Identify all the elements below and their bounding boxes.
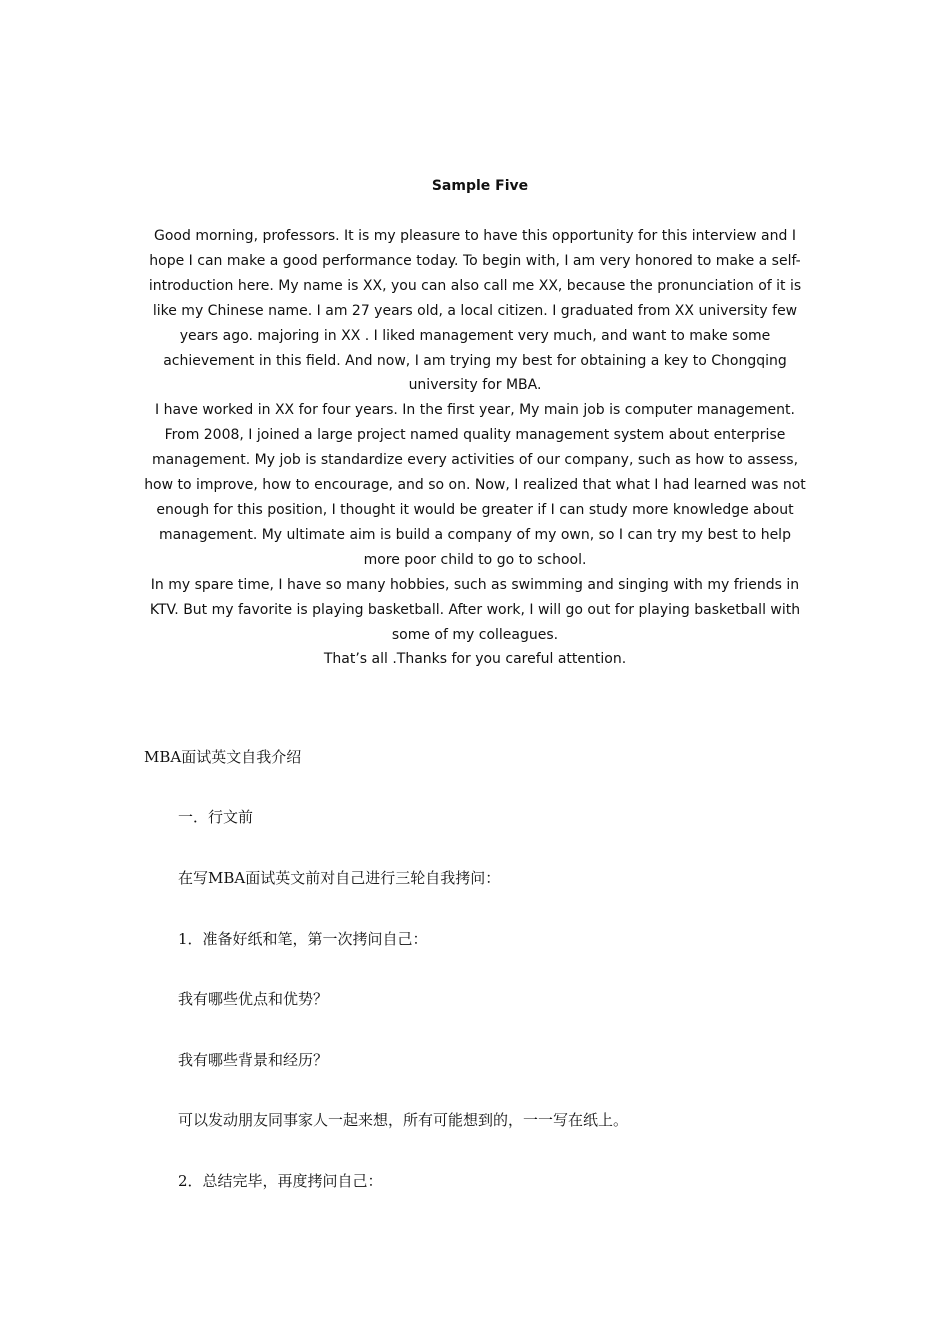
cn-line: 在写MBA面试英文前对自己进行三轮自我拷问： [178,869,501,887]
cn-heading: MBA面试英文自我介绍 [144,748,302,766]
cn-line: 一．行文前 [178,808,254,826]
paragraph-intro: Good morning, professors. It is my pleasure to have this opportunity for this interview and I hope I can make a good performance today. To begin with, I am very honored to make a self-introduction here. My name is XX, you can also call me XX, because the pronunciation of it is like my Chinese name. I am 27 years old, a local citizen. I graduated from XX university few years ago. majoring in XX . I liked management very much, and want to make some achievement in this field. And now, I am trying my best for obtaining a key to Chongqing university for MBA. [148,228,802,394]
cn-line: 我有哪些优点和优势？ [178,990,329,1008]
cn-line: 2．总结完毕，再度拷问自己： [178,1172,383,1190]
english-text [140,224,810,672]
paragraph-hobbies: In my spare time, I have so many hobbies, such as swimming and singing with my friends in KTV. But my favorite is playing basketball. After work, I will go out for playing basketball with some of my colleagues. [149,576,801,643]
cn-line: 可以发动朋友同事家人一起来想，所有可能想到的，一一写在纸上。 [178,1111,629,1129]
paragraph-closing: That’s all .Thanks for you careful attention. [323,651,627,668]
paragraph-work: I have worked in XX for four years. In the first year, My main job is computer management. From 2008, I joined a large project named quality management system about enterprise management. My job is standardize every activities of our company, such as how to assess, how to improve, how to encourage, and so on. Now, I realized that what I had learned was not enough for this position, I thought it would be greater if I can study more knowledge about management. My ultimate aim is build a company of my own, so I can try my best to help more poor child to go to school. [144,402,806,568]
document-title: Sample Five [431,178,529,194]
cn-line: 我有哪些背景和经历？ [178,1051,329,1069]
cn-line: 1．准备好纸和笔，第一次拷问自己： [178,930,428,948]
